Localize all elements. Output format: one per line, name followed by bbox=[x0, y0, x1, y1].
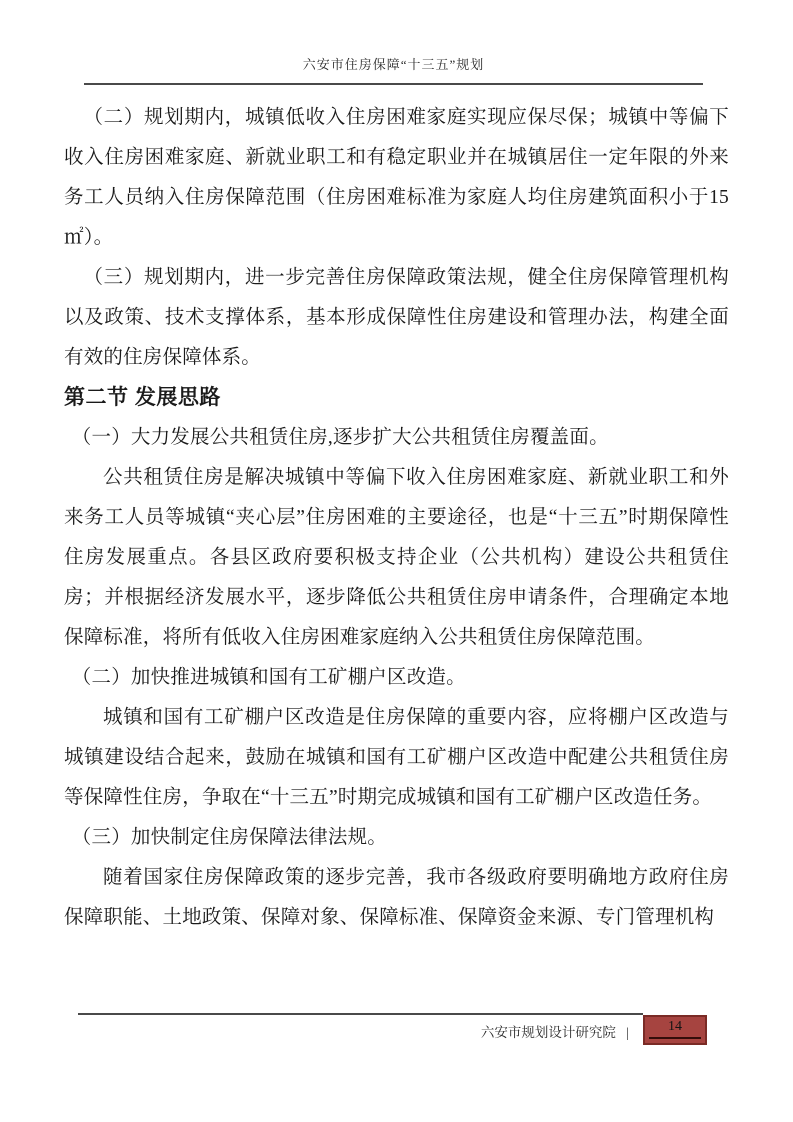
paragraph-item-3-plan-period: （三）规划期内，进一步完善住房保障政策法规，健全住房保障管理机构以及政策、技术支撑体系，基本形成保障性住房建设和管理办法，构建全面有效的住房保障体系。 bbox=[64, 267, 729, 368]
header-title: 六安市住房保障“十三五”规划 bbox=[302, 57, 485, 72]
page-number-box bbox=[643, 1015, 707, 1045]
footer-rule bbox=[78, 1013, 643, 1015]
paragraph-housing-policy-improvement: 随着国家住房保障政策的逐步完善，我市各级政府要明确地方政府住房保障职能、土地政策、保障对象、保障标准、保障资金来源、专门管理机构 bbox=[64, 867, 729, 928]
paragraph-item-2-plan-period: （二）规划期内，城镇低收入住房困难家庭实现应保尽保；城镇中等偏下收入住房困难家庭、新就业职工和有稳定职业并在城镇居住一定年限的外来务工人员纳入住房保障范围（住房困难标准为家庭人均住房建筑面积小于15 ㎡）。 bbox=[64, 107, 729, 248]
paragraph-public-rental-housing: 公共租赁住房是解决城镇中等偏下收入住房困难家庭、新就业职工和外来务工人员等城镇“夹心层”住房困难的主要途径，也是“十三五”时期保障性住房发展重点。各县区政府要积极支持企业（公共机构）建设公共租赁住房；并根据经济发展水平，逐步降低公共租赁住房申请条件，合理确定本地保障标准，将所有低收入住房困难家庭纳入公共租赁住房保障范围。 bbox=[64, 467, 729, 648]
document-body bbox=[64, 89, 729, 938]
page-number-underline bbox=[649, 1037, 701, 1039]
footer-org-name: 六安市规划设计研究院 bbox=[480, 1025, 616, 1040]
page-header bbox=[84, 0, 703, 85]
paragraph-shantytown-renovation: 城镇和国有工矿棚户区改造是住房保障的重要内容，应将棚户区改造与城镇建设结合起来，鼓励在城镇和国有工矿棚户区改造中配建公共租赁住房等保障性住房，争取在“十三五”时期完成城镇和国有工矿棚户区改造任务。 bbox=[64, 707, 729, 808]
subsection-title-3-housing-laws: （三）加快制定住房保障法律法规。 bbox=[71, 827, 387, 848]
footer-org bbox=[481, 1021, 629, 1041]
page-number: 14 bbox=[668, 1019, 682, 1034]
subsection-title-1-public-rental-housing: （一）大力发展公共租赁住房,逐步扩大公共租赁住房覆盖面。 bbox=[71, 427, 609, 448]
section-heading-development-ideas: 第二节 发展思路 bbox=[64, 386, 221, 409]
footer-separator: | bbox=[626, 1025, 629, 1040]
subsection-title-2-shantytown-renovation: （二）加快推进城镇和国有工矿棚户区改造。 bbox=[71, 667, 466, 688]
page-footer bbox=[78, 1013, 707, 1049]
